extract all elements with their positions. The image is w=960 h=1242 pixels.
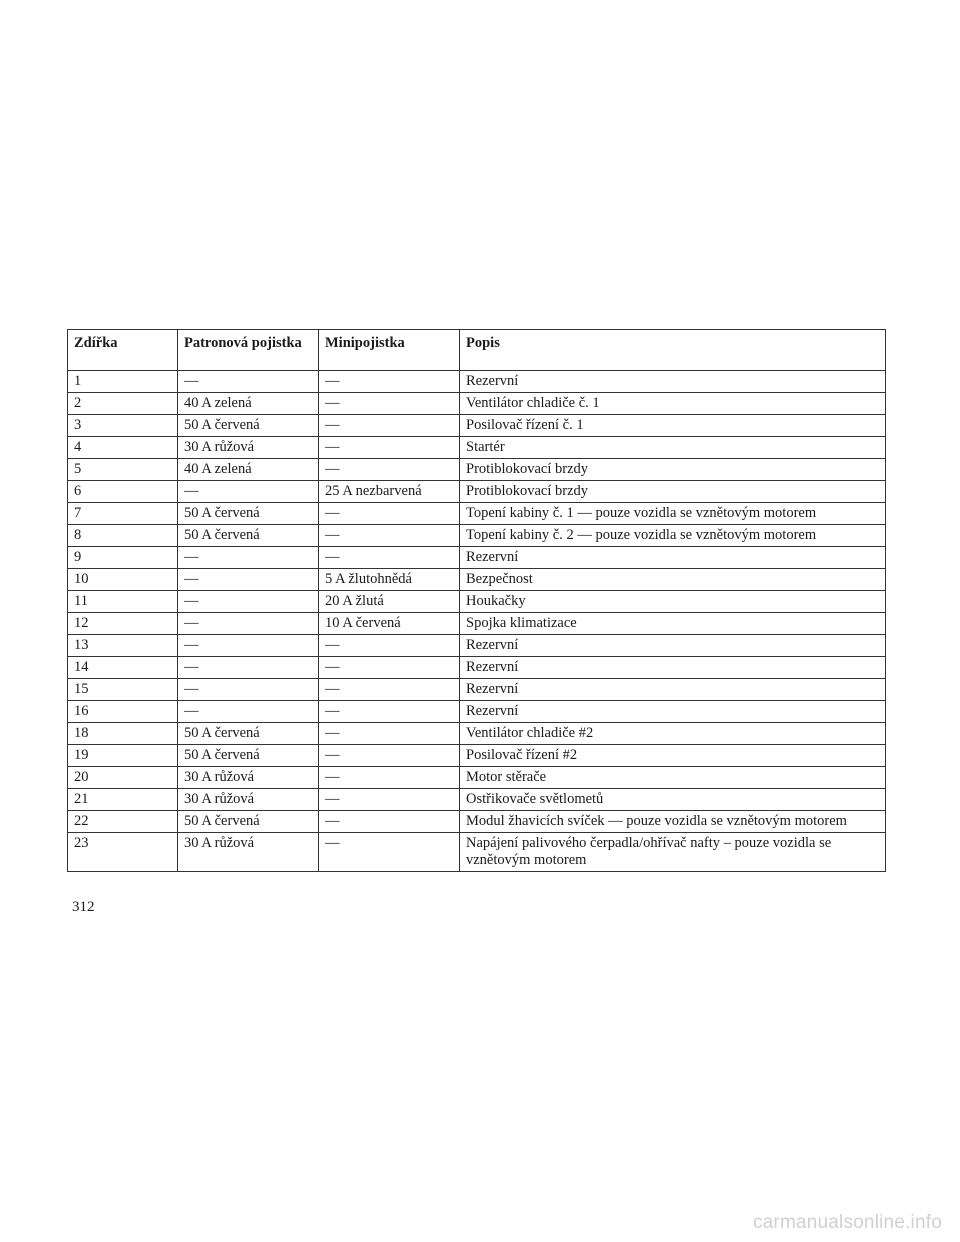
page-number: 312	[72, 899, 95, 915]
cell-description: Rezervní	[460, 371, 886, 393]
cell-cartridge-fuse: —	[178, 657, 319, 679]
cell-mini-fuse: —	[319, 657, 460, 679]
table-row	[68, 569, 886, 591]
cell-socket: 10	[68, 569, 178, 591]
cell-mini-fuse: —	[319, 393, 460, 415]
cell-description: Topení kabiny č. 2 — pouze vozidla se vznětovým motorem	[460, 525, 886, 547]
table-row	[68, 701, 886, 723]
cell-socket: 1	[68, 371, 178, 393]
cell-cartridge-fuse: —	[178, 547, 319, 569]
cell-description: Spojka klimatizace	[460, 613, 886, 635]
cell-socket: 20	[68, 767, 178, 789]
cell-description: Posilovač řízení #2	[460, 745, 886, 767]
cell-description: Protiblokovací brzdy	[460, 481, 886, 503]
table-row	[68, 723, 886, 745]
cell-mini-fuse: —	[319, 415, 460, 437]
cell-mini-fuse: —	[319, 547, 460, 569]
cell-description: Rezervní	[460, 547, 886, 569]
cell-cartridge-fuse: 30 A růžová	[178, 767, 319, 789]
cell-cartridge-fuse: —	[178, 371, 319, 393]
cell-cartridge-fuse: —	[178, 679, 319, 701]
table-row	[68, 789, 886, 811]
cell-socket: 9	[68, 547, 178, 569]
cell-cartridge-fuse: 30 A růžová	[178, 833, 319, 872]
table-row	[68, 635, 886, 657]
fuse-table	[67, 329, 886, 872]
cell-socket: 18	[68, 723, 178, 745]
header-description: Popis	[460, 330, 886, 371]
cell-mini-fuse: —	[319, 811, 460, 833]
cell-socket: 11	[68, 591, 178, 613]
cell-cartridge-fuse: 50 A červená	[178, 723, 319, 745]
table-row	[68, 437, 886, 459]
cell-socket: 15	[68, 679, 178, 701]
cell-mini-fuse: —	[319, 723, 460, 745]
table-row	[68, 811, 886, 833]
table-row	[68, 503, 886, 525]
cell-mini-fuse: 5 A žlutohnědá	[319, 569, 460, 591]
cell-socket: 8	[68, 525, 178, 547]
cell-cartridge-fuse: 50 A červená	[178, 811, 319, 833]
cell-mini-fuse: 10 A červená	[319, 613, 460, 635]
table-body	[68, 371, 886, 872]
table-row	[68, 745, 886, 767]
cell-socket: 3	[68, 415, 178, 437]
table-row	[68, 679, 886, 701]
cell-cartridge-fuse: 30 A růžová	[178, 789, 319, 811]
cell-cartridge-fuse: 40 A zelená	[178, 393, 319, 415]
cell-description: Bezpečnost	[460, 569, 886, 591]
cell-cartridge-fuse: 50 A červená	[178, 525, 319, 547]
cell-description: Rezervní	[460, 635, 886, 657]
cell-socket: 7	[68, 503, 178, 525]
cell-socket: 21	[68, 789, 178, 811]
cell-socket: 16	[68, 701, 178, 723]
cell-mini-fuse: —	[319, 833, 460, 872]
cell-socket: 5	[68, 459, 178, 481]
table-row	[68, 833, 886, 872]
cell-description: Ventilátor chladiče #2	[460, 723, 886, 745]
cell-socket: 19	[68, 745, 178, 767]
cell-socket: 13	[68, 635, 178, 657]
cell-description: Posilovač řízení č. 1	[460, 415, 886, 437]
cell-mini-fuse: —	[319, 767, 460, 789]
cell-mini-fuse: —	[319, 437, 460, 459]
cell-description: Ostřikovače světlometů	[460, 789, 886, 811]
cell-cartridge-fuse: 40 A zelená	[178, 459, 319, 481]
cell-cartridge-fuse: —	[178, 569, 319, 591]
table-row	[68, 525, 886, 547]
cell-description: Topení kabiny č. 1 — pouze vozidla se vznětovým motorem	[460, 503, 886, 525]
cell-socket: 4	[68, 437, 178, 459]
cell-cartridge-fuse: —	[178, 613, 319, 635]
cell-mini-fuse: —	[319, 679, 460, 701]
cell-description: Ventilátor chladiče č. 1	[460, 393, 886, 415]
table-row	[68, 481, 886, 503]
table-row	[68, 393, 886, 415]
cell-description: Startér	[460, 437, 886, 459]
table-row	[68, 459, 886, 481]
cell-socket: 14	[68, 657, 178, 679]
cell-socket: 22	[68, 811, 178, 833]
cell-description: Napájení palivového čerpadla/ohřívač nafty – pouze vozidla se vznětovým motorem	[460, 833, 886, 872]
cell-cartridge-fuse: 50 A červená	[178, 503, 319, 525]
cell-description: Protiblokovací brzdy	[460, 459, 886, 481]
table-row	[68, 371, 886, 393]
cell-cartridge-fuse: —	[178, 701, 319, 723]
cell-description: Houkačky	[460, 591, 886, 613]
cell-socket: 2	[68, 393, 178, 415]
cell-description: Rezervní	[460, 701, 886, 723]
cell-mini-fuse: —	[319, 525, 460, 547]
table-row	[68, 591, 886, 613]
cell-description: Rezervní	[460, 679, 886, 701]
cell-cartridge-fuse: —	[178, 591, 319, 613]
cell-mini-fuse: 25 A nezbarvená	[319, 481, 460, 503]
header-socket: Zdířka	[68, 330, 178, 371]
watermark: carmanualsonline.info	[752, 1212, 942, 1233]
table-header-row	[68, 330, 886, 371]
cell-cartridge-fuse: 30 A růžová	[178, 437, 319, 459]
cell-mini-fuse: —	[319, 459, 460, 481]
cell-cartridge-fuse: —	[178, 481, 319, 503]
cell-mini-fuse: —	[319, 635, 460, 657]
cell-mini-fuse: —	[319, 789, 460, 811]
cell-mini-fuse: —	[319, 745, 460, 767]
cell-mini-fuse: —	[319, 503, 460, 525]
cell-mini-fuse: —	[319, 371, 460, 393]
table-row	[68, 657, 886, 679]
table-row	[68, 415, 886, 437]
cell-socket: 23	[68, 833, 178, 872]
cell-cartridge-fuse: 50 A červená	[178, 745, 319, 767]
cell-mini-fuse: 20 A žlutá	[319, 591, 460, 613]
cell-mini-fuse: —	[319, 701, 460, 723]
cell-description: Rezervní	[460, 657, 886, 679]
cell-description: Modul žhavicích svíček — pouze vozidla se vznětovým motorem	[460, 811, 886, 833]
cell-socket: 12	[68, 613, 178, 635]
cell-cartridge-fuse: 50 A červená	[178, 415, 319, 437]
cell-socket: 6	[68, 481, 178, 503]
cell-description: Motor stěrače	[460, 767, 886, 789]
table-row	[68, 547, 886, 569]
table-row	[68, 613, 886, 635]
header-cartridge-fuse: Patronová pojistka	[178, 330, 319, 371]
table-row	[68, 767, 886, 789]
header-mini-fuse: Minipojistka	[319, 330, 460, 371]
cell-cartridge-fuse: —	[178, 635, 319, 657]
